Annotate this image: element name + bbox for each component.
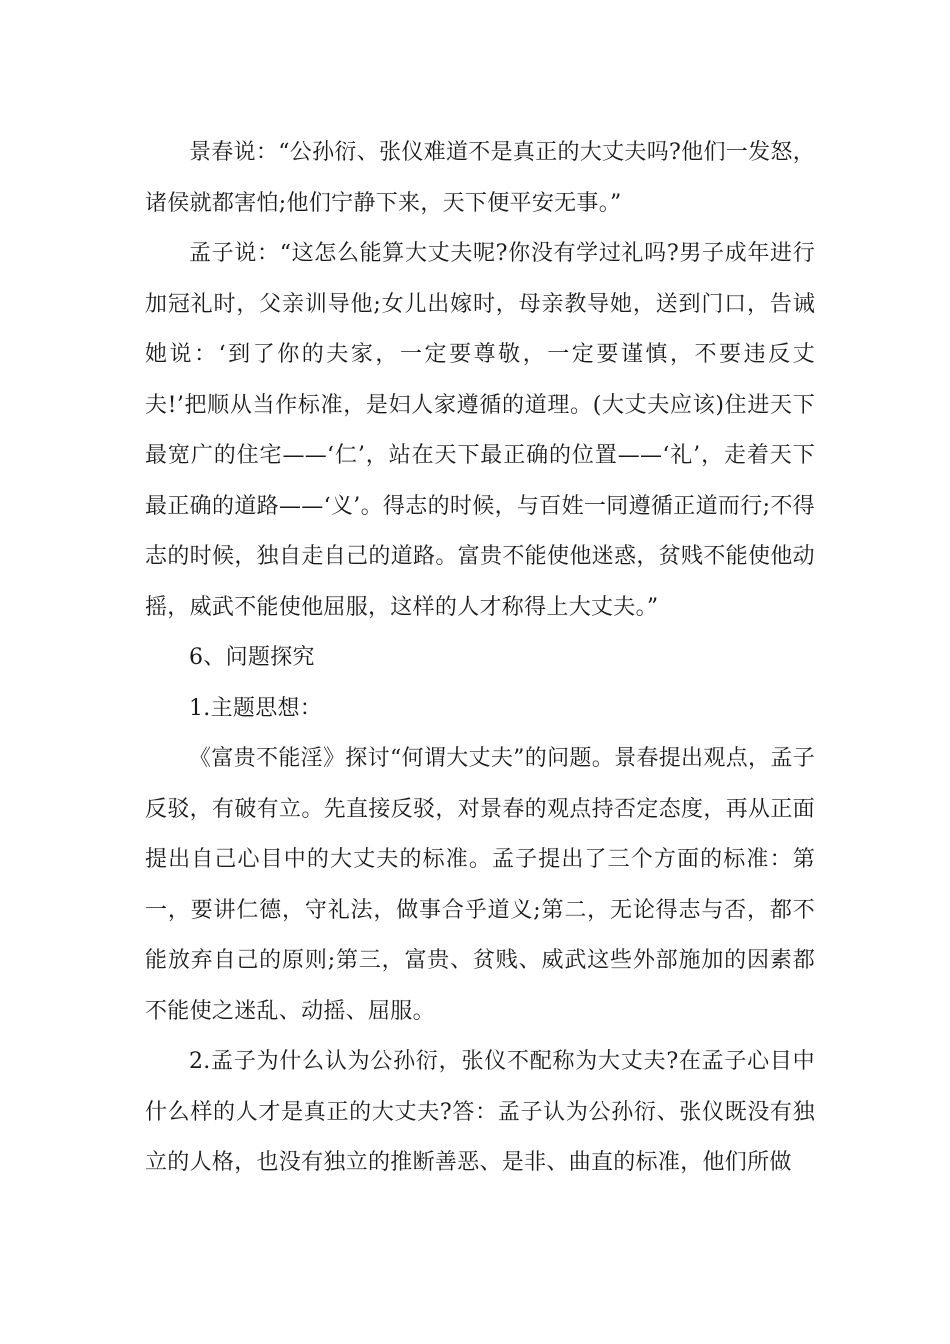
paragraph-theme-analysis: 《富贵不能淫》探讨“何谓大丈夫”的问题。景春提出观点，孟子反驳，有破有立。先直接反驳，对景春的观点持否定态度，再从正面提出自己心目中的大丈夫的标准。孟子提出了三个方面的标准：第一，要讲仁德，守礼法，做事合乎道义;第二，无论得志与否，都不能放弃自己的原则;第三，富贵、贫贱、威武这些外部施加的因素都不能使之迷乱、动摇、屈服。 xyxy=(145,746,815,1024)
paragraph-jingchun-quote: 景春说：“公孙衍、张仪难道不是真正的大丈夫吗?他们一发怒，诸侯就都害怕;他们宁静下来，天下便平安无事。” xyxy=(145,140,815,216)
section-heading-question-inquiry: 6、问题探究 xyxy=(189,645,315,670)
document-body xyxy=(145,128,815,1189)
subheading-theme: 1.主题思想： xyxy=(189,695,323,721)
paragraph-mencius-reply: 孟子说：“这怎么能算大丈夫呢?你没有学过礼吗?男子成年进行加冠礼时，父亲训导他;女儿出嫁时，母亲教导她，送到门口，告诫她说：‘到了你的夫家，一定要尊敬，一定要谨慎，不要违反丈夫!’把顺从当作标准，是妇人家遵循的道理。(大丈夫应该)住进天下最宽广的住宅——‘仁’，站在天下最正确的位置——‘礼’，走着天下最正确的道路——‘义’。得志的时候，与百姓一同遵循正道而行;不得志的时候，独自走自己的道路。富贵不能使他迷惑，贫贱不能使他动摇，威武不能使他屈服，这样的人才称得上大丈夫。” xyxy=(145,241,815,620)
paragraph-question-two: 2.孟子为什么认为公孙衍，张仪不配称为大丈夫?在孟子心目中什么样的人才是真正的大丈夫?答：孟子认为公孙衍、张仪既没有独立的人格，也没有独立的推断善恶、是非、曲直的标准，他们所做 xyxy=(145,1049,815,1175)
